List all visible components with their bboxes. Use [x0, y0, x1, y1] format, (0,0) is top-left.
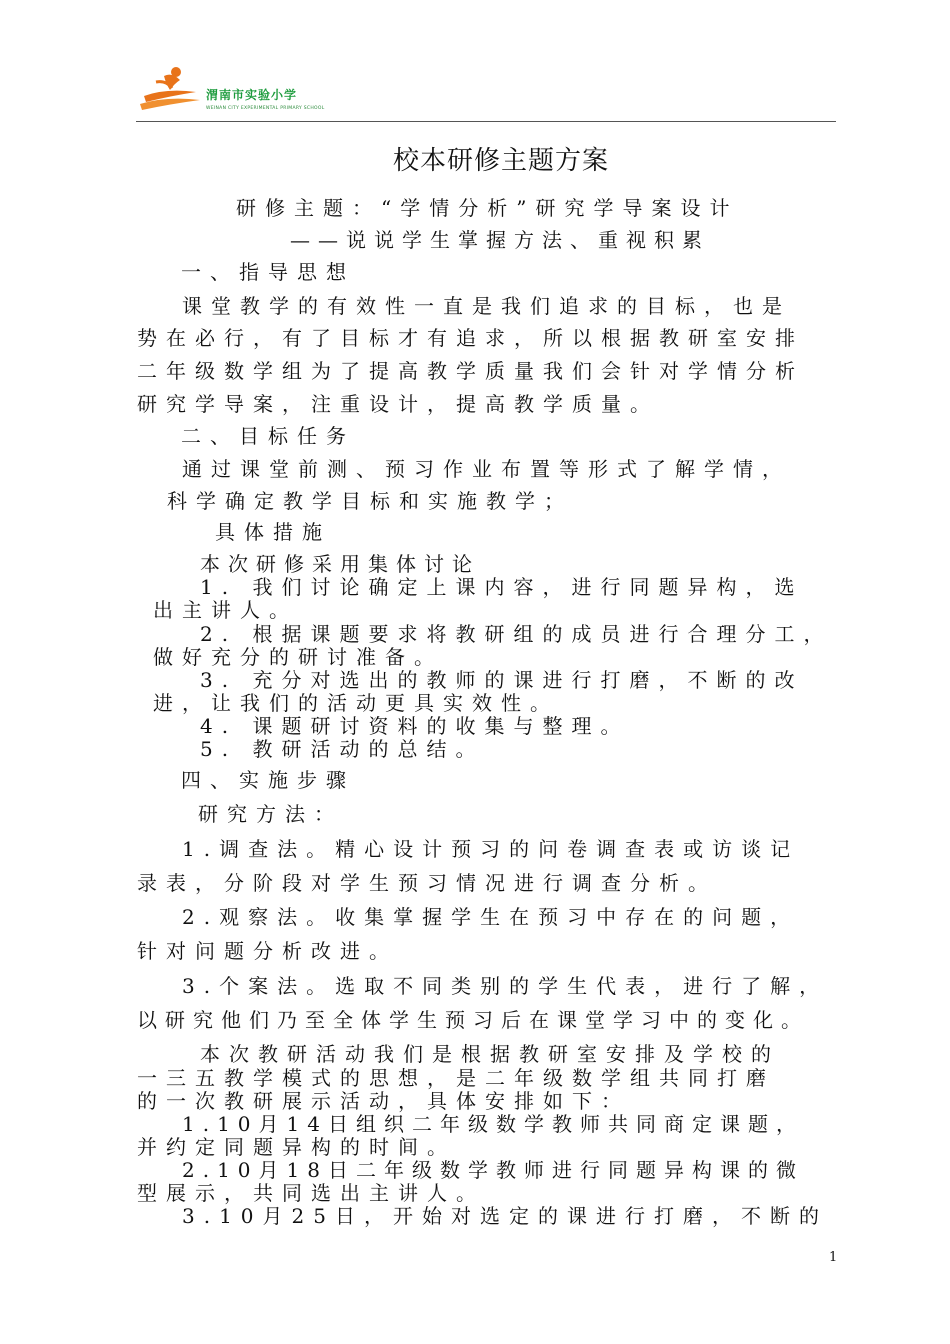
list-item: 2. 根据课题要求将教研组的成员进行合理分工， [200, 622, 833, 646]
body-line: 一三五教学模式的思想，是二年级数学组共同打磨 [137, 1066, 775, 1090]
school-logo-icon [136, 62, 206, 117]
page-header [136, 62, 836, 122]
body-line: 通过课堂前测、预习作业布置等形式了解学情， [182, 457, 791, 481]
body-line: 课堂教学的有效性一直是我们追求的目标，也是 [182, 294, 791, 318]
header-divider [136, 121, 836, 122]
schedule-item: 2.10月18日二年级数学教师进行同题异构课的微 [182, 1158, 804, 1182]
document-title: 校本研修主题方案 [393, 146, 610, 176]
body-line: 1.调查法。精心设计预习的问卷调查表或访谈记 [182, 837, 800, 861]
schedule-item: 3.10月25日，开始对选定的课进行打磨，不断的 [182, 1204, 828, 1228]
body-line: 针对问题分析改进。 [137, 939, 398, 963]
list-item: 4. 课题研讨资料的收集与整理。 [200, 714, 630, 738]
list-item: 出主讲人。 [153, 598, 298, 622]
body-line: 二年级数学组为了提高教学质量我们会针对学情分析 [137, 359, 804, 383]
body-line: 2.观察法。收集掌握学生在预习中存在的问题， [182, 905, 800, 929]
schedule-item: 并约定同题异构的时间。 [137, 1135, 456, 1159]
section-heading: 一、指导思想 [181, 260, 355, 284]
page-number: 1 [829, 1250, 838, 1265]
list-item: 进，让我们的活动更具实效性。 [153, 691, 559, 715]
body-line: 本次教研活动我们是根据教研室安排及学校的 [200, 1042, 780, 1066]
document-subtitle2: ——说说学生掌握方法、重视积累 [290, 228, 710, 252]
list-item: 5. 教研活动的总结。 [200, 737, 485, 761]
body-line: 录表，分阶段对学生预习情况进行调查分析。 [137, 871, 717, 895]
body-line: 以研究他们乃至全体学生预习后在课堂学习中的变化。 [137, 1008, 809, 1032]
list-item: 3. 充分对选出的教师的课进行打磨，不断的改 [200, 668, 804, 692]
subsection-heading: 具体措施 [215, 520, 331, 544]
section-heading: 二、目标任务 [181, 424, 355, 448]
body-line: 势在必行，有了目标才有追求，所以根据教研室安排 [137, 326, 804, 350]
list-item: 1. 我们讨论确定上课内容，进行同题异构，选 [200, 575, 804, 599]
section-heading: 四、实施步骤 [181, 768, 355, 792]
list-item: 做好充分的研讨准备。 [153, 645, 443, 669]
school-name: 渭南市实验小学 [206, 88, 298, 102]
body-line: 的一次教研展示活动，具体安排如下： [137, 1089, 630, 1113]
body-line: 3.个案法。选取不同类别的学生代表，进行了解， [182, 974, 829, 998]
body-line: 科学确定教学目标和实施教学； [167, 489, 573, 513]
body-line: 研究学导案，注重设计，提高教学质量。 [137, 392, 659, 416]
body-line: 本次研修采用集体讨论 [200, 552, 480, 576]
document-subtitle: 研修主题：“学情分析”研究学导案设计 [236, 196, 739, 220]
schedule-item: 型展示，共同选出主讲人。 [137, 1181, 485, 1205]
subsection-heading: 研究方法： [198, 802, 343, 826]
schedule-item: 1.10月14日组织二年级数学教师共同商定课题， [182, 1112, 804, 1136]
school-name-en: WEINAN CITY EXPERIMENTAL PRIMARY SCHOOL [206, 106, 325, 111]
